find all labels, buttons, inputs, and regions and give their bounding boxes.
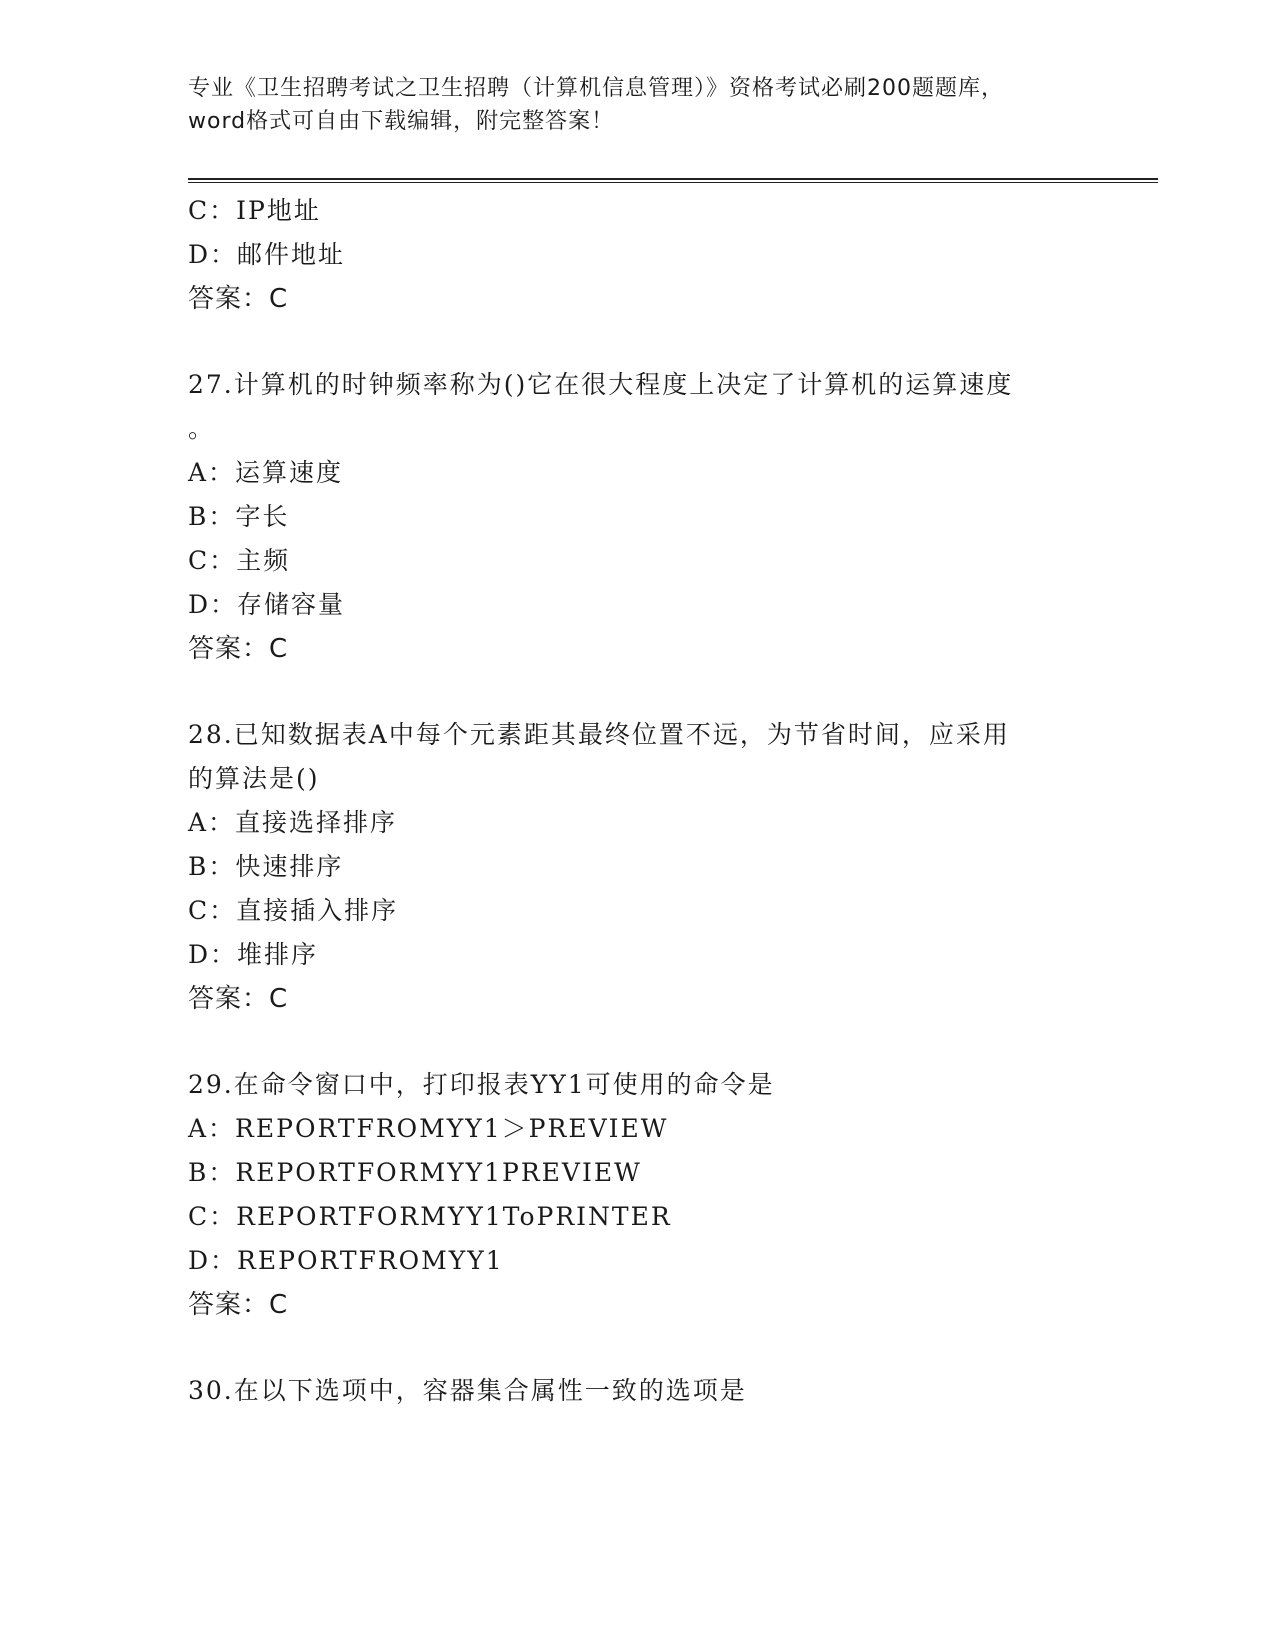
q26-option-c: C：IP地址 xyxy=(188,196,321,225)
q28-option-b: B：快速排序 xyxy=(188,852,344,881)
q29-option-d: D：REPORTFROMYY1 xyxy=(188,1246,504,1275)
q29-option-c: C：REPORTFORMYY1ToPRINTER xyxy=(188,1202,672,1231)
q26-option-d: D：邮件地址 xyxy=(188,240,346,269)
header-title-line-1: 专业《卫生招聘考试之卫生招聘（计算机信息管理）》资格考试必刷200题题库， xyxy=(188,76,1004,101)
q27-stem-line-1: 27.计算机的时钟频率称为()它在很大程度上决定了计算机的运算速度 xyxy=(188,370,1014,399)
q28-option-d: D：堆排序 xyxy=(188,940,319,969)
q28-stem-line-2: 的算法是() xyxy=(188,764,320,793)
q26-answer: 答案：C xyxy=(188,284,289,314)
q27-option-d: D：存储容量 xyxy=(188,590,346,619)
header-title-line-2: word格式可自由下载编辑，附完整答案！ xyxy=(188,109,615,134)
q28-stem-line-1: 28.已知数据表A中每个元素距其最终位置不远，为节省时间，应采用 xyxy=(188,720,1010,749)
q27-option-b: B：字长 xyxy=(188,502,290,531)
q29-option-b: B：REPORTFORMYY1PREVIEW xyxy=(188,1158,642,1187)
q30-stem-line-1: 30.在以下选项中，容器集合属性一致的选项是 xyxy=(188,1376,747,1405)
q29-answer: 答案：C xyxy=(188,1290,289,1320)
q29-option-a: A：REPORTFROMYY1＞PREVIEW xyxy=(188,1114,669,1143)
q27-stem-line-2: 。 xyxy=(188,414,216,443)
q28-answer: 答案：C xyxy=(188,984,289,1014)
document-header xyxy=(188,72,1088,138)
q27-answer: 答案：C xyxy=(188,634,289,664)
q29-stem-line-1: 29.在命令窗口中，打印报表YY1可使用的命令是 xyxy=(188,1070,775,1099)
header-divider xyxy=(188,178,1158,183)
q28-option-a: A：直接选择排序 xyxy=(188,808,398,837)
q27-option-a: A：运算速度 xyxy=(188,458,344,487)
q27-option-c: C：主频 xyxy=(188,546,291,575)
q28-option-c: C：直接插入排序 xyxy=(188,896,399,925)
